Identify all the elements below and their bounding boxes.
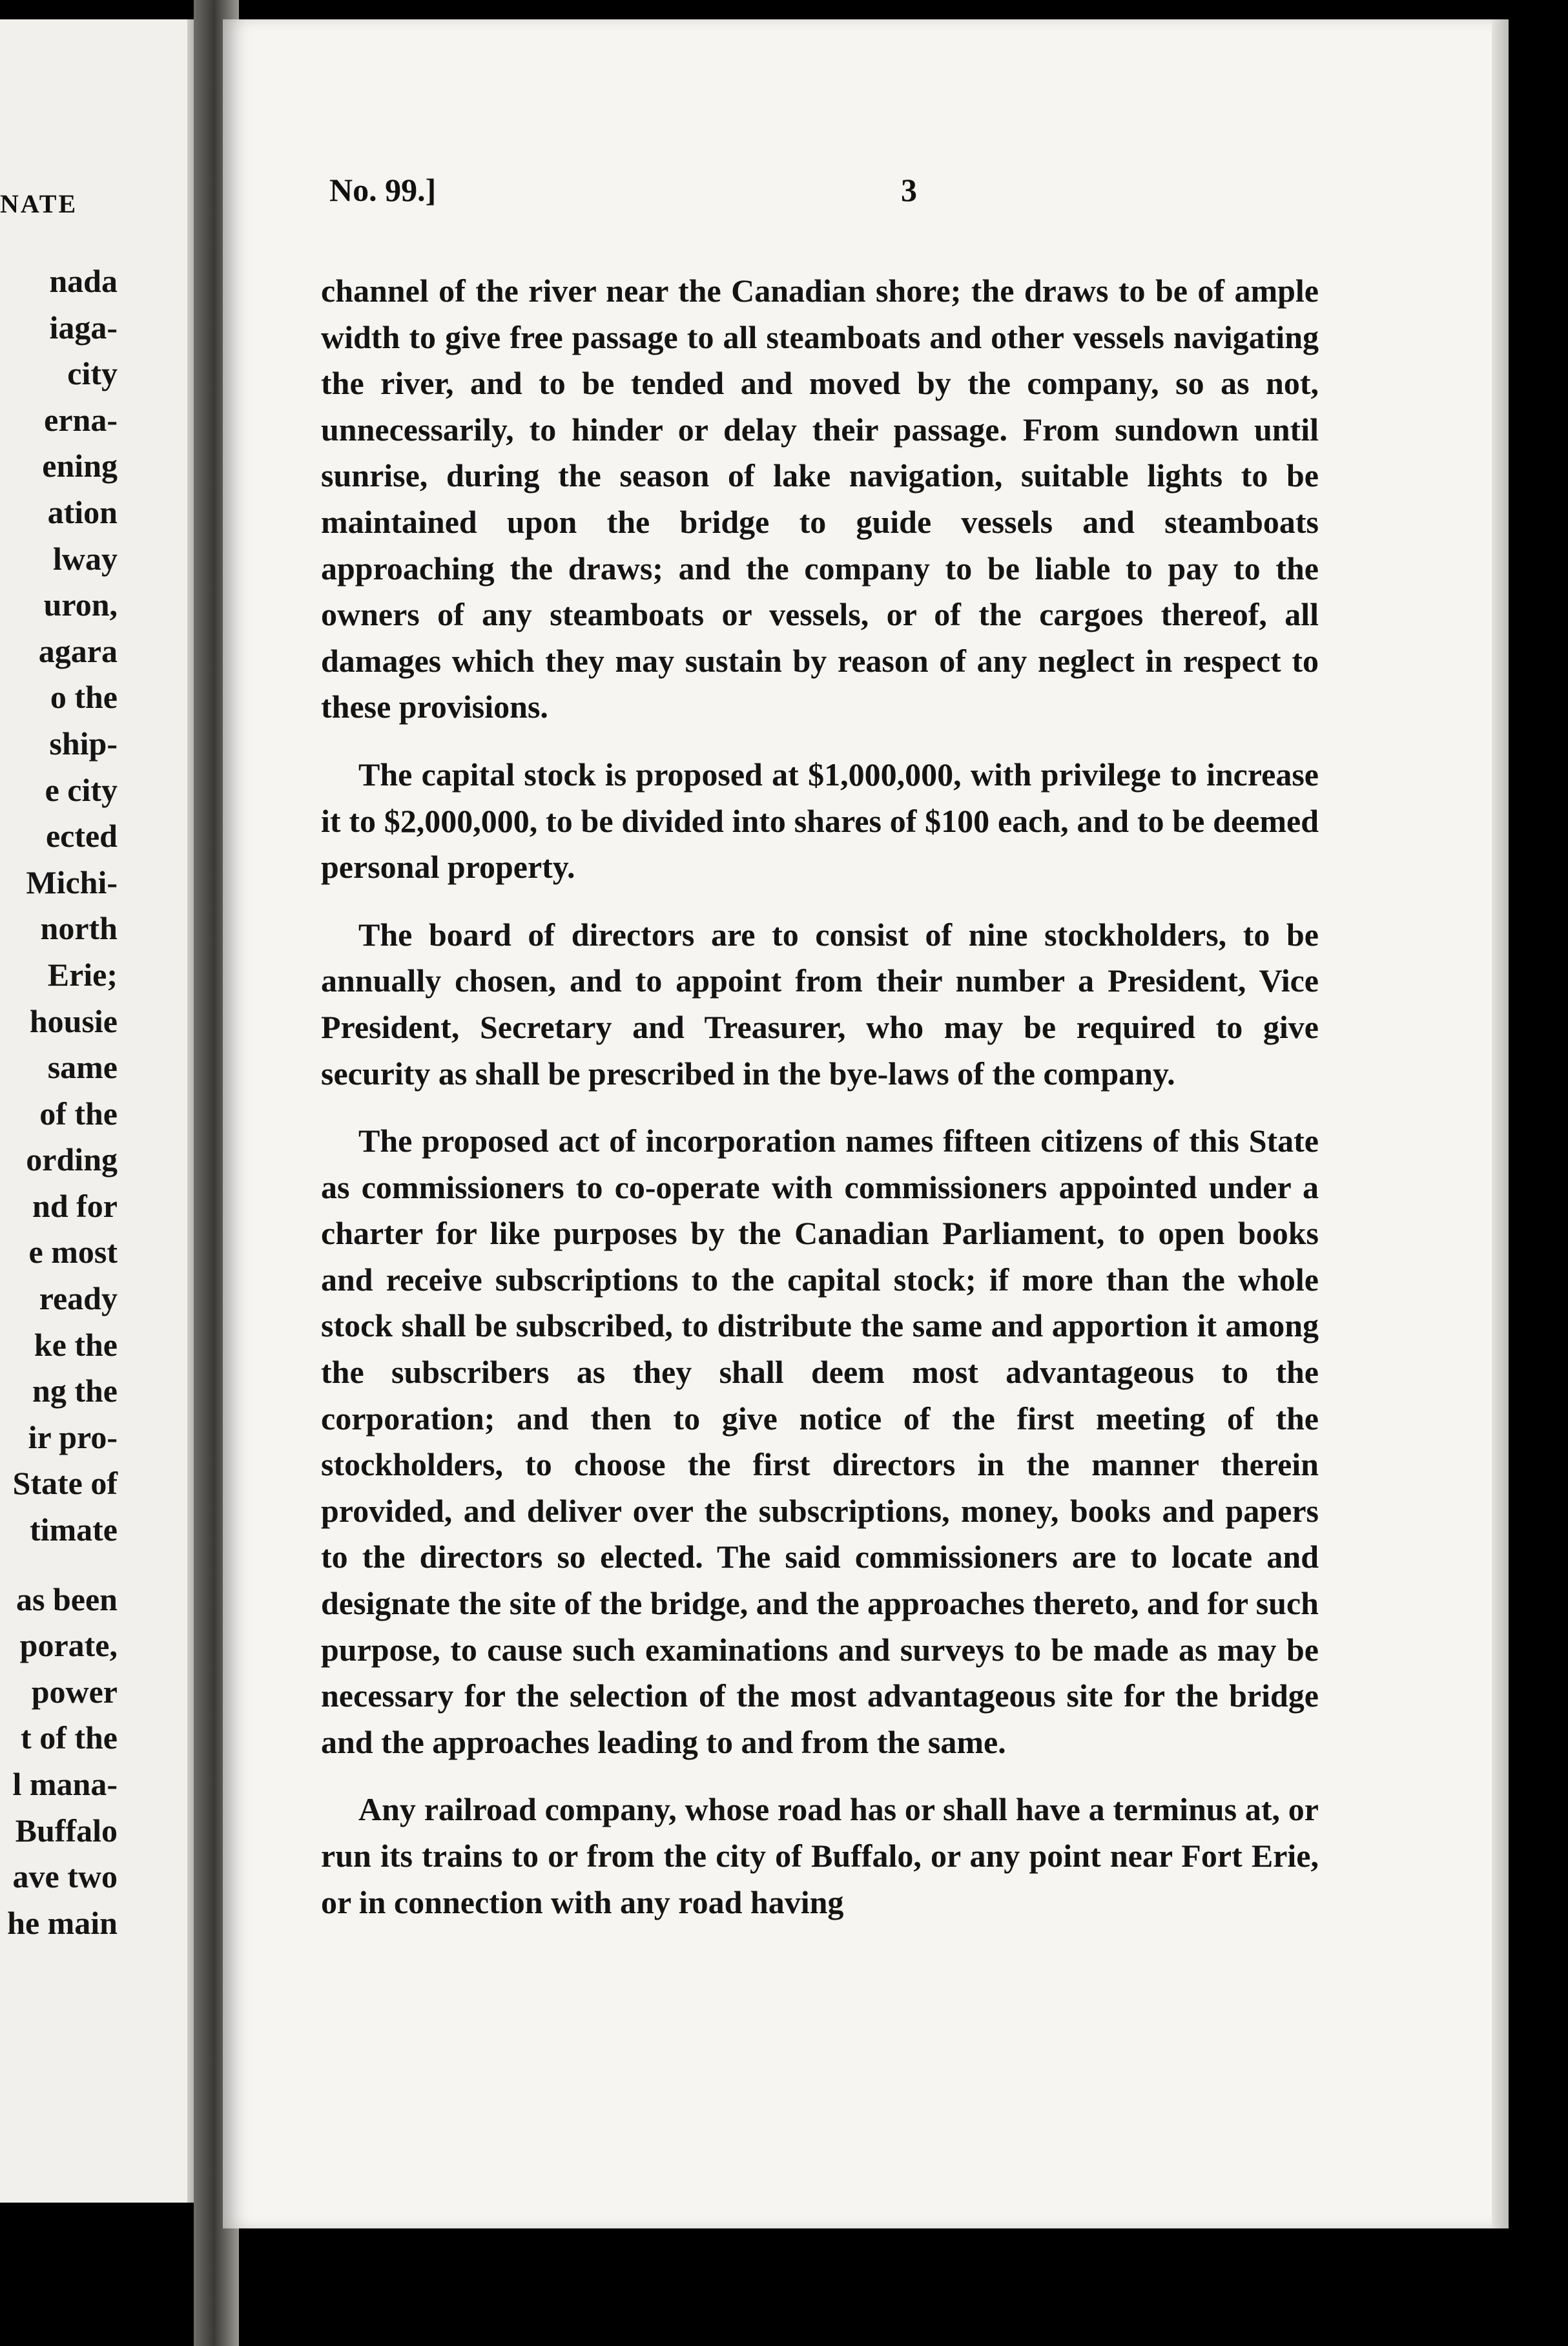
left-line: he main (7, 1904, 118, 1941)
left-line: housie (29, 1002, 118, 1039)
paragraph-continued: channel of the river near the Canadian shore; the draws to be of ample width to give free passage to all steamboats and other vessels navigating the river, and to be tended and moved by the company, so as not, unnecessarily, to hinder or delay their passage. From sundown until sunrise, during the season of lake navigation, suitable lights to be maintained upon the bridge to guide vessels and steamboats approaching the draws; and the company to be liable to pay to the owners of any steamboats or vessels, or of the cargoes thereof, all damages which they may sustain by reason of any neglect in respect to these provisions. (321, 273, 1319, 725)
left-page-running-head: NATE (0, 189, 78, 218)
left-line: of the (39, 1095, 118, 1132)
left-line: timate (29, 1511, 118, 1548)
left-line: ready (39, 1280, 118, 1317)
left-line: nd for (32, 1187, 118, 1224)
left-line: erna- (44, 401, 118, 438)
left-line: e city (45, 771, 118, 808)
left-line: iaga- (49, 309, 118, 346)
left-line: ship- (49, 725, 118, 762)
left-line: Buffalo (15, 1812, 118, 1849)
left-line: city (67, 355, 118, 392)
body-text (321, 268, 1319, 1926)
page-edge (1492, 19, 1509, 2228)
left-line: agara (38, 632, 118, 669)
left-line: north (40, 910, 118, 947)
left-line: Erie; (47, 956, 118, 993)
left-facing-page (0, 19, 207, 2203)
left-line: Michi- (26, 864, 118, 900)
running-head (329, 171, 1337, 223)
left-line: ening (42, 448, 118, 484)
left-line: ected (45, 818, 118, 855)
left-line: ng the (32, 1373, 118, 1409)
left-line: ir pro- (28, 1418, 118, 1455)
document-number: No. 99.] (329, 172, 437, 208)
left-line: uron, (43, 586, 118, 623)
left-line: nada (49, 263, 118, 299)
left-line: o the (50, 679, 118, 716)
main-page (223, 19, 1508, 2228)
left-line: lway (53, 540, 118, 577)
left-line: ave two (12, 1858, 118, 1895)
paragraph-act-of-incorporation: The proposed act of incorporation names fifteen citizens of this State as commissioners to co-operate with commissioners appointed under a charter for like purposes by the Canadian Parliament, to open books and receive subscriptions to the capital stock; if more than the whole stock shall be subscribed, to distribute the same and apportion it among the subscribers as they shall deem most advantageous to the corporation; and then to give notice of the first meeting of the stockholders, to choose the first directors in the manner therein provided, and deliver over the subscriptions, money, books and papers to the directors so elected. The said commissioners are to locate and designate the site of the bridge, and the approaches thereto, and for such purpose, to cause such examinations and surveys to be made as may be necessary for the selection of the most advantageous site for the bridge and the approaches leading to and from the same. (321, 1123, 1319, 1760)
left-line: same (47, 1049, 118, 1086)
left-line: ke the (34, 1326, 118, 1363)
left-line: t of the (21, 1719, 118, 1756)
left-line: porate, (19, 1627, 118, 1664)
left-line: as been (16, 1581, 118, 1617)
left-line: ording (26, 1141, 118, 1178)
left-line: l mana- (12, 1766, 118, 1802)
left-line: e most (28, 1234, 118, 1271)
paragraph-board-of-directors: The board of directors are to consist of nine stockholders, to be annually chosen, and to appoint from their number a President, Vice President, Secretary and Treasurer, who may be required to give security as shall be prescribed in the bye-laws of the company. (321, 916, 1319, 1092)
page-number: 3 (901, 172, 917, 208)
left-line: power (31, 1673, 118, 1710)
left-page-text-fragments (7, 258, 118, 1946)
paragraph-railroad-company: Any railroad company, whose road has or shall have a terminus at, or run its trains to or from the city of Buffalo, or any point near Fort Erie, or in connection with any road having (321, 1791, 1319, 1920)
left-line: State of (12, 1465, 118, 1502)
left-line: ation (47, 493, 118, 530)
paragraph-capital-stock: The capital stock is proposed at $1,000,000, with privilege to increase it to $2,000,000, to be divided into shares of $100 each, and to be deemed personal property. (321, 756, 1319, 886)
